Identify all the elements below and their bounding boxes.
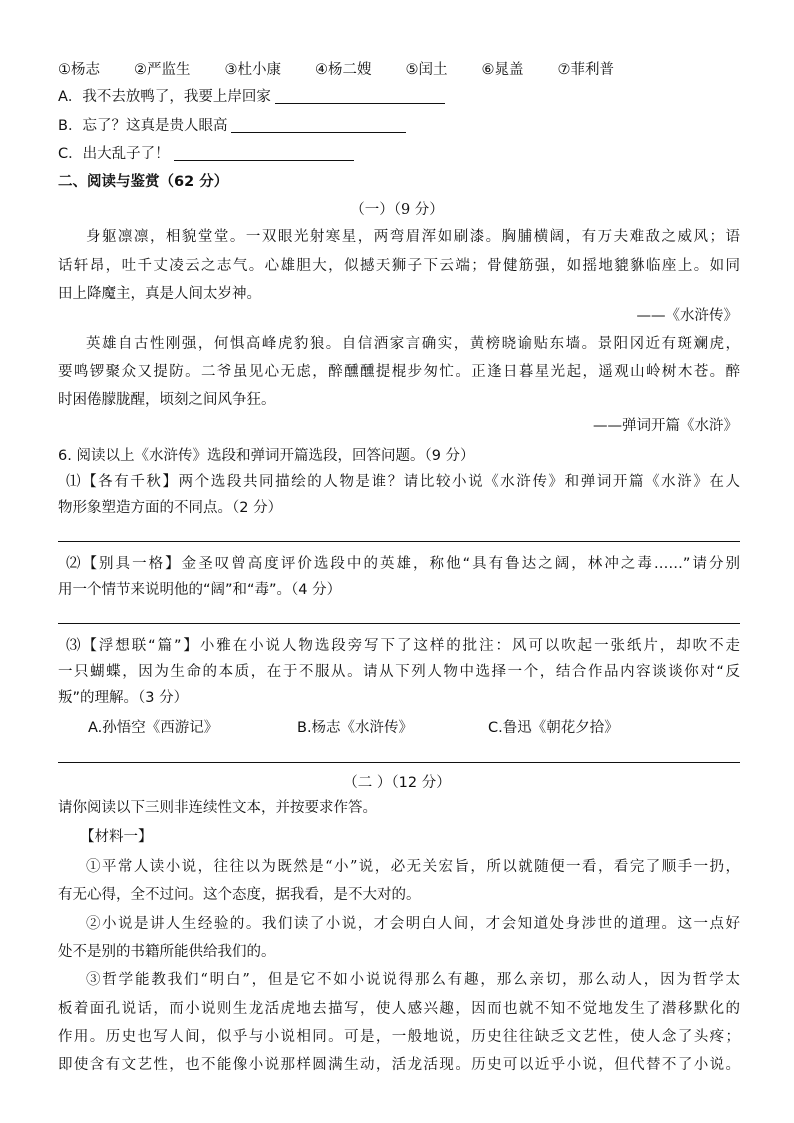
match-item-a: A．我不去放鸭了，我要上岸回家 bbox=[58, 87, 445, 107]
material1-title: 【材料一】 bbox=[80, 829, 153, 845]
question-6-1-line: 物形象塑造方面的不同点。（2 分） bbox=[58, 500, 283, 516]
question-6-3-line: 叛”的理解。（3 分） bbox=[58, 690, 189, 706]
question-6-3-line: 一只蝴蝶，因为生命的本质，在于不服从。请从下列人物中选择一个，结合作品内容谈谈你对“反 bbox=[58, 664, 740, 680]
material1-line: 有无心得，全不过问。这个态度，据我看，是不大对的。 bbox=[58, 887, 421, 903]
answer-line[interactable] bbox=[58, 762, 740, 763]
name-item: ②严监生 bbox=[134, 62, 191, 78]
match-item-b: B．忘了？这真是贵人眼高 bbox=[58, 116, 406, 136]
name-item: ①杨志 bbox=[58, 62, 100, 78]
part2-title: （二 ）（12 分） bbox=[343, 775, 451, 791]
part2-intro: 请你阅读以下三则非连续性文本，并按要求作答。 bbox=[58, 800, 377, 816]
passage2-line: 时困倦朦胧醒，顷刻之间风争狂。 bbox=[58, 392, 276, 408]
passage2-line: 英雄自古性刚强，何惧高峰虎豹狼。自信酒家言确实，黄榜晓谕贴东墙。景阳冈近有斑斓虎， bbox=[86, 336, 740, 352]
question-6-1-line: ⑴【各有千秋】两个选段共同描绘的人物是谁？请比较小说《水浒传》和弹词开篇《水浒》在人 bbox=[66, 474, 740, 490]
question-6-3-line: ⑶【浮想联“篇”】小雅在小说人物选段旁写下了这样的批注：风可以吹起一张纸片，却吹不走 bbox=[66, 638, 740, 654]
answer-blank[interactable] bbox=[174, 144, 354, 161]
name-item: ⑤闰土 bbox=[405, 62, 448, 78]
question-6-2-line: ⑵【别具一格】金圣叹曾高度评价选段中的英雄，称他“具有鲁达之阔，林冲之毒……”请分别 bbox=[66, 556, 740, 572]
section-title: 二、阅读与鉴赏（62 分） bbox=[58, 174, 229, 190]
name-item: ⑥晁盖 bbox=[481, 62, 524, 78]
name-item: ⑦菲利普 bbox=[557, 62, 614, 78]
question-6-3-options bbox=[88, 718, 619, 738]
question-6-2-line: 用一个情节来说明他的“阔”和“毒”。（4 分） bbox=[58, 582, 342, 598]
option-c[interactable]: C.鲁迅《朝花夕拾》 bbox=[488, 720, 619, 736]
answer-blank[interactable] bbox=[231, 116, 406, 133]
character-names-row bbox=[58, 60, 648, 80]
name-item: ③杜小康 bbox=[224, 62, 281, 78]
answer-line[interactable] bbox=[58, 541, 740, 542]
material1-line: ③哲学能教我们“明白”，但是它不如小说说得那么有趣，那么亲切，那么动人，因为哲学太 bbox=[86, 972, 740, 988]
passage1-line: 话轩昂，吐千丈凌云之志气。心雄胆大，似撼天狮子下云端；骨健筋强，如摇地貔貅临座上。如同 bbox=[58, 258, 740, 274]
passage1-line: 田上降魔主，真是人间太岁神。 bbox=[58, 286, 261, 302]
answer-line[interactable] bbox=[58, 623, 740, 624]
passage2-line: 要鸣锣聚众又提防。二爷虽见心无虑，醉醺醺提棍步匆忙。正逢日暮星光起，遥观山岭树木苍。醉 bbox=[58, 364, 740, 380]
option-a[interactable]: A.孙悟空《西游记》 bbox=[88, 720, 219, 736]
answer-blank[interactable] bbox=[275, 87, 445, 104]
material1-line: 即使含有文艺性，也不能像小说那样圆满生动，活龙活现。历史可以近乎小说，但代替不了小说。 bbox=[58, 1057, 740, 1073]
option-b[interactable]: B.杨志《水浒传》 bbox=[297, 720, 414, 736]
question-6-stem: 6. 阅读以上《水浒传》选段和弹词开篇选段，回答问题。（9 分） bbox=[58, 448, 475, 464]
passage1-line: 身躯凛凛，相貌堂堂。一双眼光射寒星，两弯眉浑如刷漆。胸脯横阔，有万夫难敌之威风；语 bbox=[86, 229, 740, 245]
material1-line: 板着面孔说话，而小说则生龙活虎地去描写，使人感兴趣，因而也就不知不觉地发生了潜移默化的 bbox=[58, 1001, 740, 1017]
match-item-c: C．出大乱子了！ bbox=[58, 144, 354, 164]
material1-line: ②小说是讲人生经验的。我们读了小说，才会明白人间，才会知道处身涉世的道理。这一点好 bbox=[86, 916, 740, 932]
part1-title: （一）（9 分） bbox=[350, 202, 444, 218]
material1-line: 处不是别的书籍所能供给我们的。 bbox=[58, 944, 276, 960]
passage1-source: ——《水浒传》 bbox=[636, 308, 738, 324]
passage2-source: ——弹词开篇《水浒》 bbox=[593, 418, 738, 434]
material1-line: 作用。历史也写人间，似乎与小说相同。可是，一般地说，历史往往缺乏文艺性，使人念了头疼； bbox=[58, 1029, 740, 1045]
material1-line: ①平常人读小说，往往以为既然是“小”说，必无关宏旨，所以就随便一看，看完了顺手一扔， bbox=[86, 859, 740, 875]
name-item: ④杨二嫂 bbox=[315, 62, 372, 78]
